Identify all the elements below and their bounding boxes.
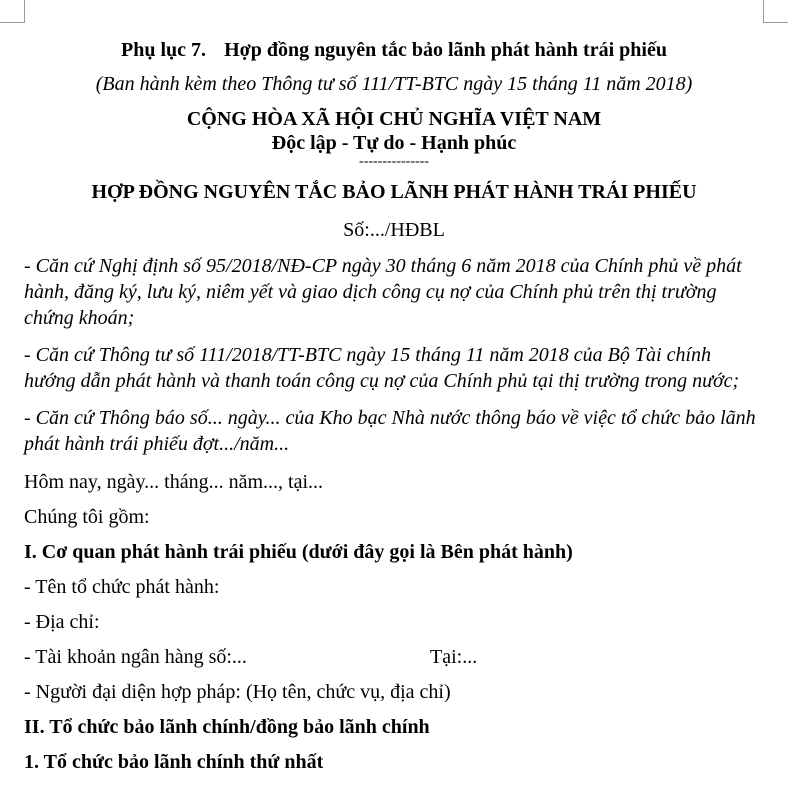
issued-by-note: (Ban hành kèm theo Thông tư số 111/TT-BTC ngày 15 tháng 11 năm 2018) <box>95 73 693 95</box>
legal-basis-decree: - Căn cứ Nghị định số 95/2018/NĐ-CP ngày 30 tháng 6 năm 2018 của Chính phủ về phát hành, đăng ký, lưu ký, niêm yết và giao dịch công cụ nợ của Chính phủ trên thị trường chứng khoán; <box>24 255 742 329</box>
legal-basis-notice: - Căn cứ Thông báo số... ngày... của Kho bạc Nhà nước thông báo về việc tổ chức bảo lãnh phát hành trái phiếu đợt.../năm... <box>24 407 756 455</box>
issuer-address-line: - Địa chỉ: <box>24 611 100 633</box>
national-title: CỘNG HÒA XÃ HỘI CHỦ NGHĨA VIỆT NAM <box>186 108 602 130</box>
document-page <box>24 37 764 775</box>
first-underwriter-heading: 1. Tổ chức bảo lãnh chính thứ nhất <box>24 751 324 773</box>
annex-title-text: Hợp đồng nguyên tắc bảo lãnh phát hành trái phiếu <box>224 39 667 61</box>
section-underwriter-heading: II. Tổ chức bảo lãnh chính/đồng bảo lãnh chính <box>24 716 430 738</box>
contract-number: Số:.../HĐBL <box>343 219 445 241</box>
issuer-account-line <box>24 644 764 670</box>
section-issuer-heading: I. Cơ quan phát hành trái phiếu (dưới đây gọi là Bên phát hành) <box>24 541 573 563</box>
parties-intro: Chúng tôi gồm: <box>24 506 150 528</box>
page-corner-mark-left <box>0 0 25 23</box>
annex-label: Phụ lục 7. <box>121 39 207 61</box>
national-motto: Độc lập - Tự do - Hạnh phúc <box>271 132 517 154</box>
legal-basis-circular: - Căn cứ Thông tư số 111/2018/TT-BTC ngày 15 tháng 11 năm 2018 của Bộ Tài chính hướng dẫn phát hành và thanh toán công cụ nợ của Chính phủ tại thị trường trong nước; <box>24 344 740 392</box>
issuer-representative-line: - Người đại diện hợp pháp: (Họ tên, chức vụ, địa chỉ) <box>24 681 451 703</box>
annex-title <box>24 37 764 63</box>
contract-title: HỢP ĐỒNG NGUYÊN TẮC BẢO LÃNH PHÁT HÀNH TRÁI PHIẾU <box>91 181 697 203</box>
issuer-name-line: - Tên tổ chức phát hành: <box>24 576 220 598</box>
issuer-account-bank: Tại:... <box>430 646 478 668</box>
page-corner-mark-right <box>763 0 788 23</box>
date-place-line: Hôm nay, ngày... tháng... năm..., tại... <box>24 471 324 493</box>
motto-divider: --------------- <box>359 154 429 169</box>
issuer-account-number: - Tài khoản ngân hàng số:... <box>24 646 247 668</box>
